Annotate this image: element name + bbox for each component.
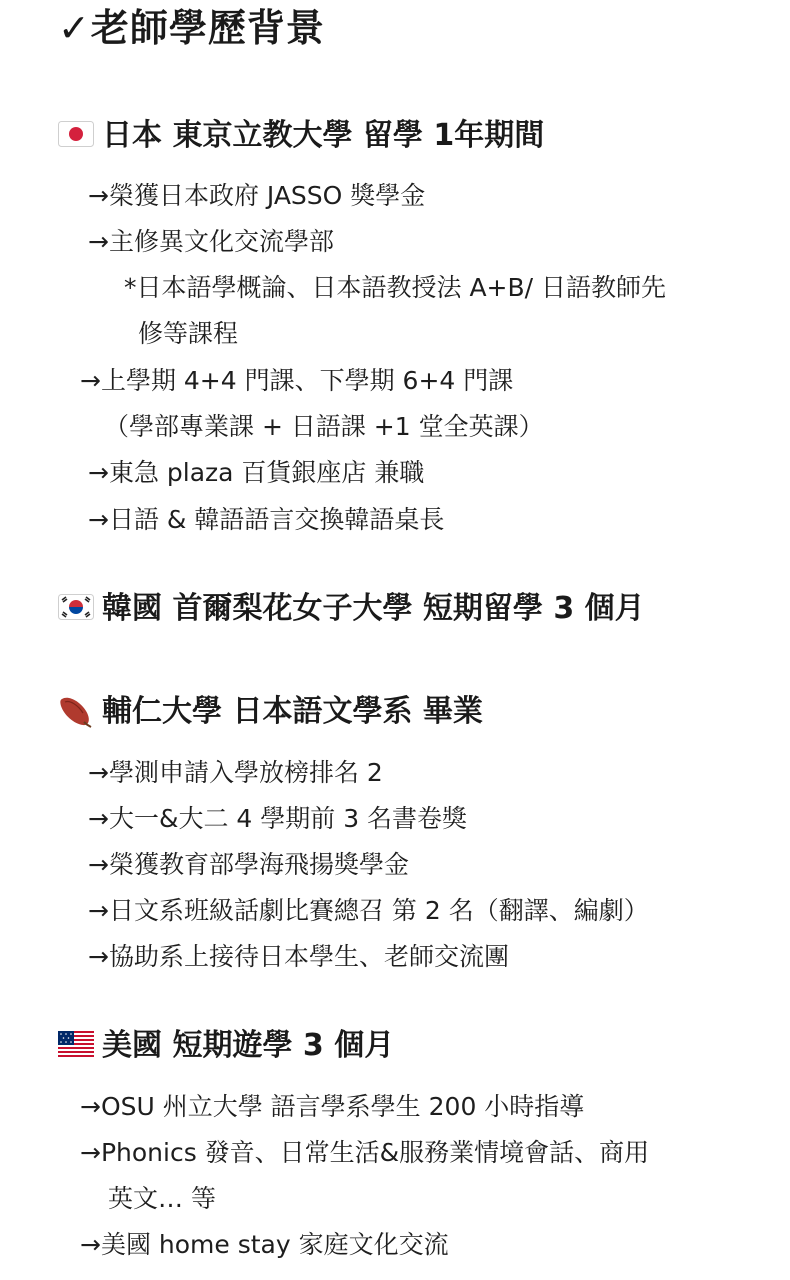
sweet-potato-icon	[56, 691, 94, 729]
list-item: →主修異文化交流學部	[88, 227, 334, 256]
section-heading-text: 韓國 首爾梨花女子大學 短期留學 3 個月	[102, 591, 645, 626]
section-heading-korea	[58, 589, 645, 629]
section-heading-japan	[58, 116, 544, 156]
section-heading-usa	[58, 1026, 394, 1066]
list-item: →榮獲教育部學海飛揚獎學金	[88, 850, 409, 879]
section-heading-fujen	[56, 692, 483, 732]
list-item: →日文系班級話劇比賽總召 第 2 名（翻譯、編劇）	[88, 896, 649, 925]
list-item: →東急 plaza 百貨銀座店 兼職	[88, 458, 425, 487]
list-item: 英文… 等	[108, 1184, 216, 1213]
list-item: →學測申請入學放榜排名 2	[88, 758, 383, 787]
usa-flag-icon	[58, 1031, 94, 1057]
list-item: →榮獲日本政府 JASSO 獎學金	[88, 181, 426, 210]
list-item: →日語 & 韓語語言交換韓語桌長	[88, 505, 445, 534]
list-item: *日本語學概論、日本語教授法 A+B/ 日語教師先	[124, 273, 667, 302]
page-title: ✓老師學歷背景	[58, 6, 325, 50]
korea-flag-icon	[58, 594, 94, 620]
section-heading-text: 美國 短期遊學 3 個月	[102, 1028, 395, 1063]
list-item: →上學期 4+4 門課、下學期 6+4 門課	[80, 366, 514, 395]
section-heading-text: 輔仁大學 日本語文學系 畢業	[102, 694, 483, 729]
list-item: →協助系上接待日本學生、老師交流團	[88, 942, 509, 971]
japan-flag-icon	[58, 121, 94, 147]
section-heading-text: 日本 東京立教大學 留學 1年期間	[102, 118, 545, 153]
list-item: →Phonics 發音、日常生活&服務業情境會話、商用	[80, 1138, 650, 1167]
list-item: （學部專業課 + 日語課 +1 堂全英課）	[104, 412, 544, 441]
list-item: →美國 home stay 家庭文化交流	[80, 1230, 449, 1259]
list-item: →大一&大二 4 學期前 3 名書卷獎	[88, 804, 468, 833]
list-item: 修等課程	[138, 319, 239, 348]
list-item: →OSU 州立大學 語言學系學生 200 小時指導	[80, 1092, 585, 1121]
